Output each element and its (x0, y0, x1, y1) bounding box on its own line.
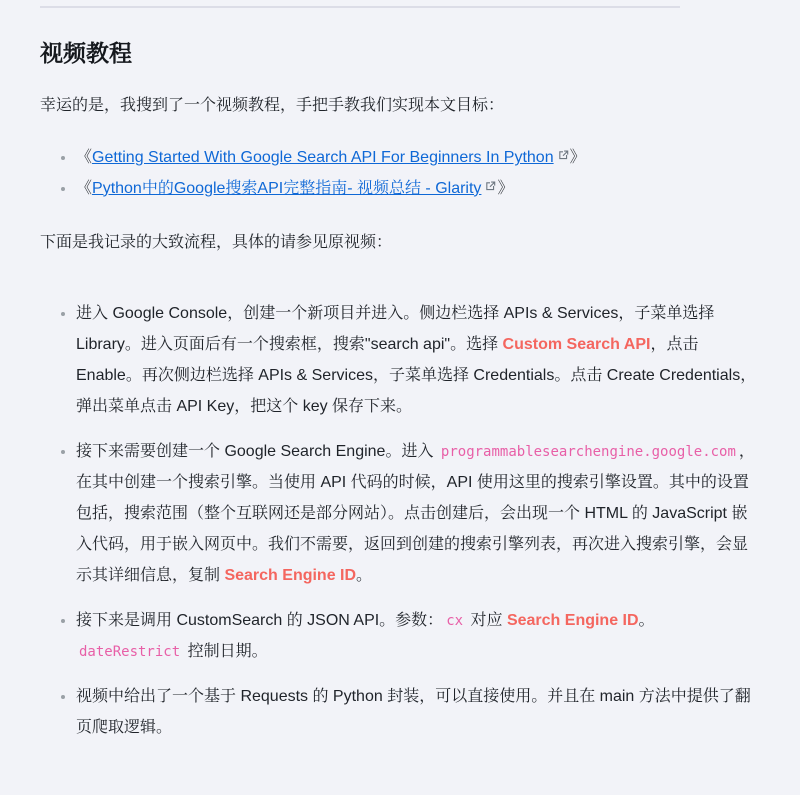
flow-step-python-wrapper (76, 681, 760, 743)
inline-code-cx-param: cx (446, 613, 464, 630)
step-text: 。 (356, 567, 373, 585)
flow-step-console-setup (76, 298, 760, 422)
video-link-label: Getting Started With Google Search API For Beginners In Python (92, 149, 554, 167)
highlight-search-engine-id: Search Engine ID (224, 567, 357, 585)
list-item (76, 173, 760, 204)
step-text: 对应 (466, 612, 507, 630)
article-container (0, 6, 800, 743)
inline-code-search-engine-url: programmablesearchengine.google.com (440, 444, 736, 461)
flow-intro-paragraph: 下面是我记录的大致流程，具体的请参见原视频： (40, 234, 393, 252)
intro-paragraph: 幸运的是，我搜到了一个视频教程，手把手教我们实现本文目标： (40, 96, 505, 114)
step-text: ，在其中创建一个搜索引擎。当使用 API 代码的时候，API 使用这里的搜索引擎设置。其中的设置包括，搜索范围（整个互联网还是部分网站）。点击创建后，会出现一个 HTML 的 JavaScript 嵌入代码，用于嵌入网页中。我们不需要，返回到创建的搜索引擎列表，再次进入搜索引擎，会显示其详细信息，复制 (76, 443, 755, 585)
video-links-list (40, 142, 760, 203)
video-link-glarity[interactable] (92, 180, 497, 197)
flow-step-search-engine (76, 436, 760, 591)
step-text: 控制日期。 (183, 643, 268, 661)
flow-step-json-api (76, 605, 760, 667)
step-text: 视频中给出了一个基于 Requests 的 Python 封装，可以直接使用。并且在 main 方法中提供了翻页爬取逻辑。 (76, 688, 751, 737)
video-link-label: Python中的Google搜索API完整指南- 视频总结 - Glarity (92, 179, 482, 197)
step-text: ，点击 Enable。再次侧边栏选择 APIs & Services，子菜单选择 Credentials。点击 Create Credentials，弹出菜单点击 API Key，把这个 key 保存下来。 (76, 336, 757, 416)
external-link-icon (557, 142, 569, 172)
video-link-getting-started[interactable] (92, 149, 570, 166)
step-text: 接下来是调用 CustomSearch 的 JSON API。参数： (76, 612, 444, 630)
external-link-icon (484, 173, 496, 203)
highlight-search-engine-id: Search Engine ID (506, 612, 639, 630)
inline-code-daterestrict-param: dateRestrict (79, 644, 181, 661)
quote-bracket-close: 》 (497, 179, 514, 197)
list-item (76, 142, 760, 173)
step-text: 。 (638, 612, 655, 630)
quote-bracket-close: 》 (569, 149, 586, 167)
quote-bracket-open: 《 (76, 149, 93, 167)
step-text: 进入 Google Console，创建一个新项目并进入。侧边栏选择 APIs & Services，子菜单选择 Library。进入页面后有一个搜索框，搜索"search api"。选择 (76, 304, 715, 353)
highlight-custom-search-api: Custom Search API (502, 336, 651, 353)
section-divider (40, 6, 680, 8)
step-text: 接下来需要创建一个 Google Search Engine。进入 (76, 443, 438, 461)
quote-bracket-open: 《 (76, 179, 93, 197)
flow-steps-list (40, 298, 760, 743)
page-title: 视频教程 (40, 40, 132, 66)
